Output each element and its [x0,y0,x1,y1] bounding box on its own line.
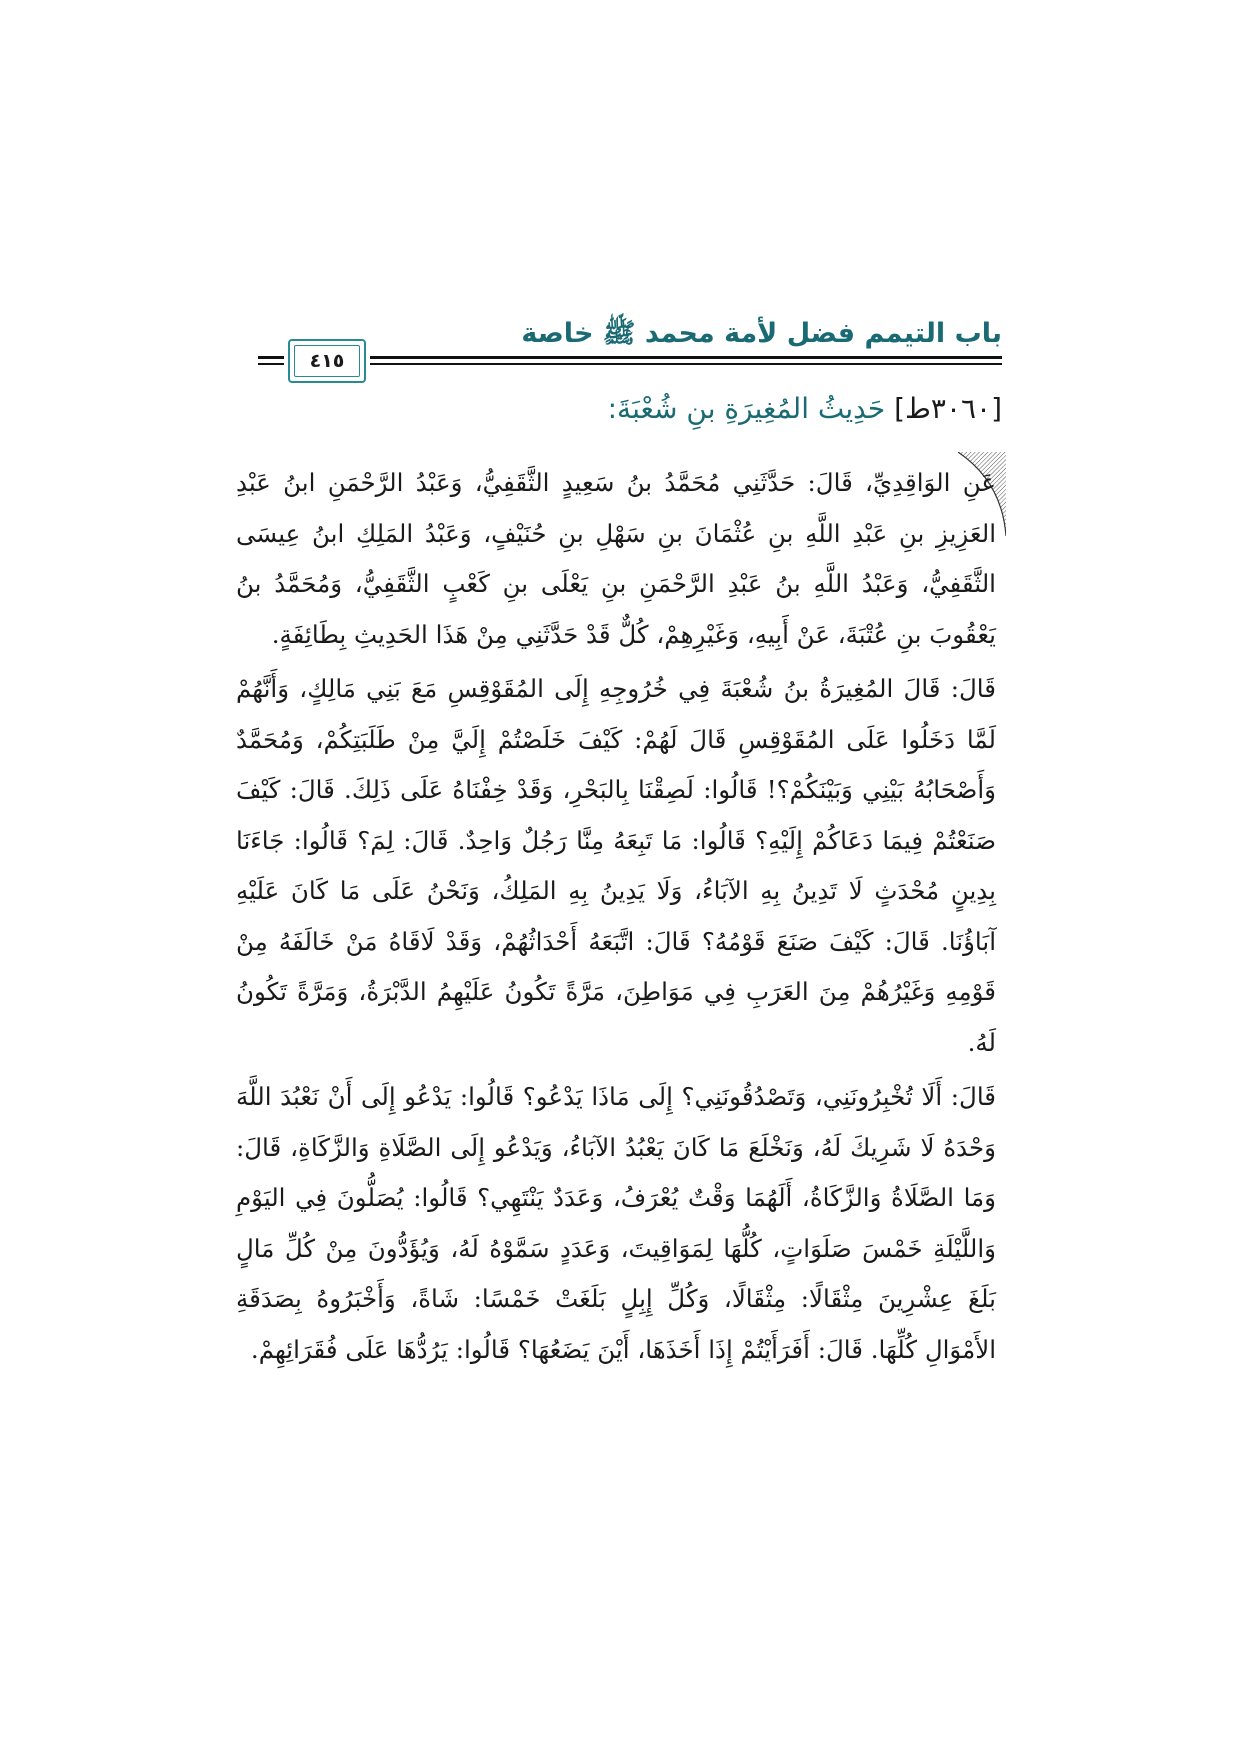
running-title: باب التيمم فضل لأمة محمد ﷺ خاصة [521,318,1002,349]
page-number: ٤١٥ [309,350,345,372]
header-rule-left [258,356,284,359]
hadith-number: [٣٠٦٠ط] [894,392,1002,425]
header-rule-left-thin [258,363,284,365]
page-number-frame [288,339,366,383]
paragraph-isnad: عَنِ الوَاقِدِيِّ، قَالَ: حَدَّثَنِي مُحَمَّدُ بنُ سَعِيدٍ الثَّقَفِيُّ، وَعَبْدُ الرَّحْمَنِ ابنُ عَبْدِ العَزِيزِ بنِ عَبْدِ اللَّهِ بنِ عُثْمَانَ بنِ سَهْلِ بنِ حُنَيْفٍ، وَعَبْدُ المَلِكِ ابنُ عِيسَى الثَّقَفِيُّ، وَعَبْدُ اللَّهِ بنُ عَبْدِ الرَّحْمَنِ بنِ يَعْلَى بنِ كَعْبٍ الثَّقَفِيُّ، وَمُحَمَّدُ بنُ يَعْقُوبَ بنِ عُتْبَةَ، عَنْ أَبِيهِ، وَغَيْرِهِمْ، كُلٌّ قَدْ حَدَّثَنِي مِنْ هَذَا الحَدِيثِ بِطَائِفَةٍ. [236,468,996,649]
header-rule [370,356,1002,359]
section-heading [608,392,1002,425]
hadith-body [236,458,996,1379]
paragraph-narration-1: قَالَ: قَالَ المُغِيرَةُ بنُ شُعْبَةَ فِي خُرُوجِهِ إِلَى المُقَوْقِسِ مَعَ بَنِي مَالِكٍ، وَأَنَّهُمْ لَمَّا دَخَلُوا عَلَى المُقَوْقِسِ قَالَ لَهُمْ: كَيْفَ خَلَصْتُمْ إِلَيَّ مِنْ طَلَبَتِكُمْ، وَمُحَمَّدٌ وَأَصْحَابُهُ بَيْنِي وَبَيْنَكُمْ؟! قَالُوا: لَصِقْنَا بِالبَحْرِ، وَقَدْ خِفْنَاهُ عَلَى ذَلِكَ. قَالَ: كَيْفَ صَنَعْتُمْ فِيمَا دَعَاكُمْ إِلَيْهِ؟ قَالُوا: مَا تَبِعَهُ مِنَّا رَجُلٌ وَاحِدٌ. قَالَ: لِمَ؟ قَالُوا: جَاءَنَا بِدِينٍ مُحْدَثٍ لَا تَدِينُ بِهِ الآبَاءُ، وَلَا يَدِينُ بِهِ المَلِكُ، وَنَحْنُ عَلَى مَا كَانَ عَلَيْهِ آبَاؤُنَا. قَالَ: كَيْفَ صَنَعَ قَوْمُهُ؟ قَالَ: اتَّبَعَهُ أَحْدَاثُهُمْ، وَقَدْ لَاقَاهُ مَنْ خَالَفَهُ مِنْ قَوْمِهِ وَغَيْرُهُمْ مِنَ العَرَبِ فِي مَوَاطِنَ، مَرَّةً تَكُونُ عَلَيْهِمُ الدَّبْرَةُ، وَمَرَّةً تَكُونُ لَهُ. [236,674,996,1057]
paragraph-narration-2: قَالَ: أَلَا تُخْبِرُونَنِي، وَتَصْدُقُونَنِي؟ إِلَى مَاذَا يَدْعُو؟ قَالُوا: يَدْعُو إِلَى أَنْ نَعْبُدَ اللَّهَ وَحْدَهُ لَا شَرِيكَ لَهُ، وَنَخْلَعَ مَا كَانَ يَعْبُدُ الآبَاءُ، وَيَدْعُو إِلَى الصَّلَاةِ وَالزَّكَاةِ، قَالَ: وَمَا الصَّلَاةُ وَالزَّكَاةُ، أَلَهُمَا وَقْتٌ يُعْرَفُ، وَعَدَدٌ يَنْتَهِي؟ قَالُوا: يُصَلُّونَ فِي اليَوْمِ وَاللَّيْلَةِ خَمْسَ صَلَوَاتٍ، كُلُّهَا لِمَوَاقِيتَ، وَعَدَدٍ سَمَّوْهُ لَهُ، وَيُؤَدُّونَ مِنْ كُلِّ مَالٍ بَلَغَ عِشْرِينَ مِثْقَالًا: مِثْقَالًا، وَكُلِّ إِبِلٍ بَلَغَتْ خَمْسًا: شَاةً، وَأَخْبَرُوهُ بِصَدَقَةِ الأَمْوَالِ كُلِّهَا. قَالَ: أَفَرَأَيْتُمْ إِذَا أَخَذَهَا، أَيْنَ يَضَعُهَا؟ قَالُوا: يَرُدُّهَا عَلَى فُقَرَائِهِمْ. [236,1082,996,1364]
page-header [258,316,1002,374]
header-rule-thin [370,363,1002,365]
section-title: حَدِيثُ المُغِيرَةِ بنِ شُعْبَةَ: [607,392,886,425]
